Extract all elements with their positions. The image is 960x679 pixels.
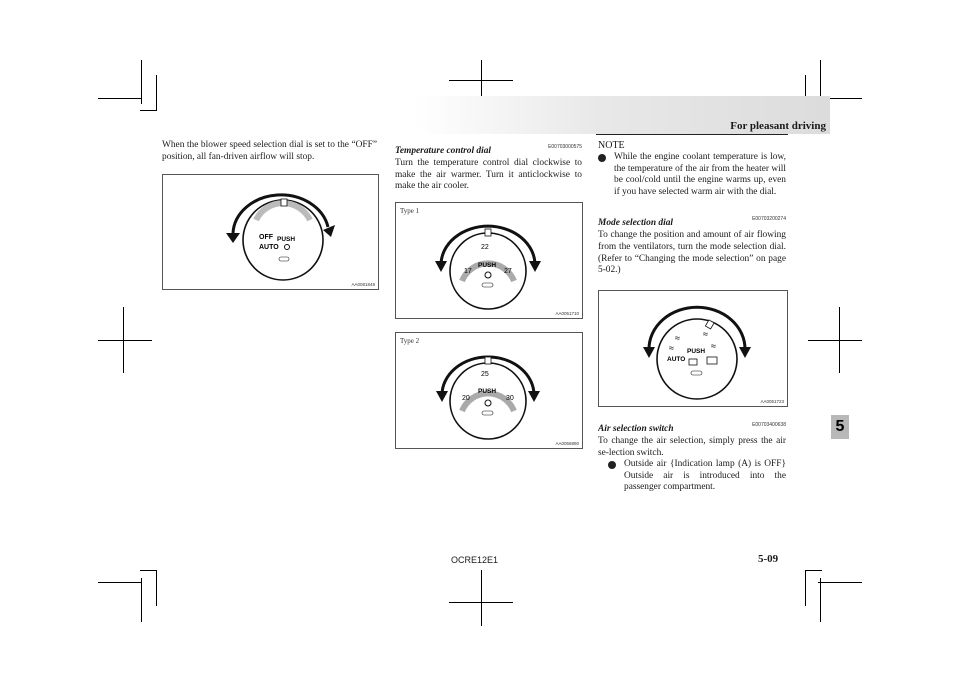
crop-mark (98, 340, 152, 341)
section-title: For pleasant driving (730, 120, 826, 132)
label-auto: AUTO (259, 244, 279, 251)
air-selection-paragraph: To change the air selection, simply press the air se-lection switch. (598, 436, 786, 458)
mode-dial-figure (598, 290, 788, 407)
type-label: Type 2 (400, 337, 420, 345)
label-push: PUSH (478, 388, 497, 395)
temperature-paragraph: Turn the temperature control dial clockwise to make the air warmer. Turn it anticlockwise to make the air cooler. (395, 158, 582, 192)
crop-mark (481, 570, 482, 626)
foot-vent-icon: ≈ (669, 343, 674, 353)
mode-dial-illustration (599, 291, 787, 406)
figure-code: AA0056890 (555, 441, 579, 446)
label-auto: AUTO (667, 356, 686, 363)
bullet-icon (598, 154, 606, 162)
crop-mark (820, 578, 821, 622)
heading-mode-selection: Mode selection dial (598, 218, 673, 229)
temp-dial-illustration (396, 203, 582, 318)
temp-dial-illustration (396, 333, 582, 448)
bilevel-icon: ≈ (703, 329, 708, 339)
header-rule (596, 134, 788, 135)
label-off: OFF (259, 234, 273, 241)
note-bullet (598, 152, 786, 198)
crop-mark (141, 578, 142, 622)
column-2 (395, 140, 582, 193)
heading-air-selection: Air selection switch (598, 424, 674, 434)
bullet-icon (608, 461, 616, 469)
column-1 (162, 140, 377, 163)
label-push: PUSH (687, 348, 706, 355)
section-code: E00703000575 (548, 144, 582, 150)
temp-low: 20 (462, 395, 470, 402)
temp-low: 17 (464, 268, 472, 275)
section-code: E00703200274 (752, 216, 786, 223)
blower-dial-illustration (163, 175, 378, 289)
crop-mark (156, 75, 157, 111)
blower-dial-figure (162, 174, 379, 290)
outside-air-text: Outside air {Indication lamp (A) is OFF} Outside air is introduced into the passenger compartment. (624, 459, 786, 493)
temp-mid: 22 (481, 244, 489, 251)
blower-paragraph: When the blower speed selection dial is set to the “OFF” position, all fan-driven airflow will stop. (162, 140, 377, 162)
crop-mark (140, 570, 157, 571)
crop-mark (805, 570, 806, 606)
temp-high: 30 (506, 395, 514, 402)
defrost-icon: ≈ (711, 341, 716, 351)
temp-mid: 25 (481, 371, 489, 378)
air-selection-bullet (608, 459, 786, 494)
label-push: PUSH (478, 262, 497, 269)
label-push: PUSH (277, 236, 296, 243)
crop-mark (449, 80, 513, 81)
note-title: NOTE (598, 140, 625, 151)
crop-mark (98, 98, 142, 99)
page-number: 5-09 (758, 553, 779, 565)
temp-dial-figure-type1 (395, 202, 583, 319)
heading-temperature: Temperature control dial (395, 146, 492, 156)
crop-mark (98, 582, 142, 583)
mode-paragraph: To change the position and amount of air flowing from the ventilators, turn the mode selection dial. (Refer to “Changing the mode selection” on page 5-02.) (598, 230, 786, 276)
crop-mark (140, 110, 157, 111)
note-text: While the engine coolant temperature is low, the temperature of the air from the heater will be cool/cold until the engine warms up, even if you have selected warm air with the dial. (614, 152, 786, 197)
crop-mark (808, 340, 862, 341)
crop-mark (156, 570, 157, 606)
crop-mark (818, 582, 862, 583)
temp-high: 27 (504, 268, 512, 275)
temp-dial-figure-type2 (395, 332, 583, 449)
figure-code: AA0051710 (555, 311, 579, 316)
chapter-tab: 5 (831, 415, 849, 439)
section-code: E00703400638 (752, 422, 786, 428)
figure-code: AA0081849 (351, 282, 375, 287)
column-3 (598, 140, 786, 277)
crop-mark (805, 570, 822, 571)
document-code: OCRE12E1 (451, 555, 499, 565)
figure-code: AA0051723 (760, 399, 784, 404)
crop-mark (449, 602, 513, 603)
face-vent-icon: ≈ (675, 333, 680, 343)
air-selection-section (598, 418, 786, 494)
type-label: Type 1 (400, 207, 420, 215)
